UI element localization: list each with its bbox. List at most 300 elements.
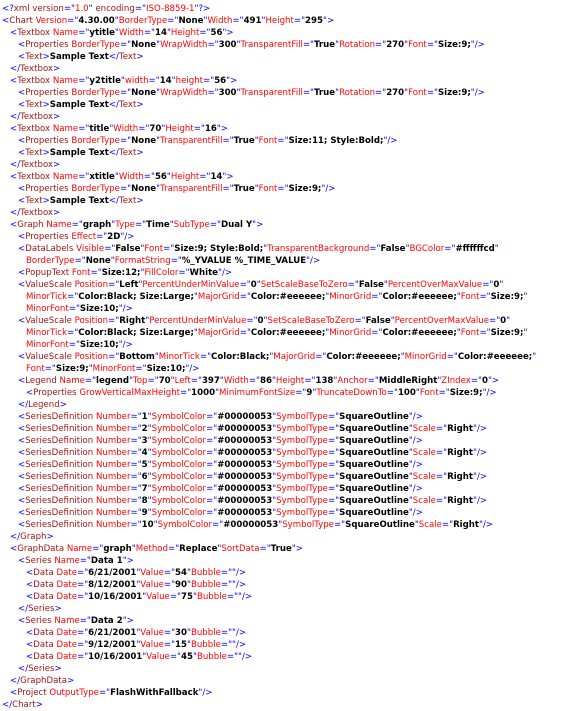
xml-punctuation: " [499,280,504,290]
xml-punctuation: " [390,316,395,326]
xml-attribute-name: MinorGrid [329,328,372,338]
xml-attribute-value: False [115,244,141,254]
xml-punctuation: " [437,376,442,386]
xml-attribute-value: #00000053 [217,484,273,494]
xml-attribute-value: 14 [159,76,172,86]
xml-punctuation: =" [207,40,219,50]
xml-punctuation: =" [333,520,346,530]
xml-attribute-name: Name [46,220,72,230]
xml-attribute-value: 45 [181,652,193,662]
xml-attribute-name: Number [95,412,131,422]
xml-attribute-name: ISO-8859-1 [145,4,195,14]
xml-attribute-value: 30 [175,628,187,638]
xml-punctuation: =" [354,316,366,326]
xml-punctuation: =" [239,328,251,338]
xml-attribute-name: MinorFont [26,304,69,314]
xml-punctuation: =" [163,628,176,638]
xml-tag-name: Series [25,616,55,626]
xml-attribute-name: SymbolType [276,508,328,518]
xml-punctuation: =" [222,136,234,146]
xml-attribute-value: Color:Black; [211,352,270,362]
xml-tag-name: Textbox [17,172,53,182]
xml-attribute-name: SymbolType [276,412,328,422]
xml-attribute-value: SquareOutline [339,496,409,506]
xml-punctuation: =" [77,580,89,590]
xml-attribute-value: Size:9; [288,184,322,194]
xml-punctuation: " [325,292,330,302]
xml-punctuation: " [120,76,125,86]
xml-attribute-name: Scale [412,472,436,482]
xml-punctuation: " [114,28,119,38]
xml-attribute-value: Size:9; [437,40,471,50]
xml-punctuation: " [138,280,143,290]
xml-attribute-name: Width [207,16,233,26]
xml-attribute-name: SymbolType [276,460,328,470]
xml-line [2,255,581,267]
xml-text: Sample Text [49,148,109,158]
xml-punctuation: =" [119,136,132,146]
xml-punctuation: < [18,184,26,194]
xml-attribute-value: 2D [107,232,121,242]
xml-attribute-value: Replace [179,544,218,554]
xml-punctuation: " [312,388,317,398]
xml-punctuation: =" [327,424,340,434]
xml-punctuation: =" [169,652,182,662]
xml-punctuation: > [136,196,144,206]
xml-punctuation: =" [259,544,271,554]
xml-attribute-name: Top [133,376,148,386]
xml-tag-name: SeriesDefinition [25,412,96,422]
xml-punctuation: " [263,244,268,254]
xml-punctuation: " [166,28,171,38]
xml-punctuation: > [67,676,75,686]
xml-attribute-name: ZIndex [441,376,471,386]
xml-tag-name: SeriesDefinition [25,436,96,446]
xml-line [2,123,581,135]
xml-attribute-value: 397 [201,376,220,386]
xml-tag-name: SeriesDefinition [25,424,96,434]
xml-line [2,3,581,15]
xml-attribute-value: Size:9; [490,328,524,338]
xml-punctuation: < [2,16,10,26]
xml-punctuation: " [383,280,388,290]
xml-attribute-value: Size:10; [79,304,119,314]
xml-punctuation: =" [108,280,120,290]
xml-tag-name: Legend [28,400,60,410]
xml-line [2,699,581,711]
xml-attribute-name: Value [140,640,164,650]
xml-line [2,375,581,387]
xml-line [2,603,581,615]
xml-punctuation: =" [199,172,211,182]
xml-punctuation: < [18,316,26,326]
xml-punctuation: " [254,184,259,194]
xml-attribute-name: SymbolColor [151,472,207,482]
xml-punctuation: " [154,352,159,362]
xml-attribute-value: #00000053 [217,412,273,422]
xml-punctuation: =" [168,544,180,554]
xml-attribute-name: Font [26,364,45,374]
xml-punctuation: =" [444,244,456,254]
xml-punctuation: " [156,88,161,98]
xml-punctuation: > [46,532,54,542]
xml-punctuation: =" [78,28,90,38]
xml-punctuation: < [18,136,26,146]
xml-line [2,387,581,399]
xml-punctuation: " [415,388,420,398]
xml-punctuation: </ [10,160,21,170]
xml-punctuation: "> [252,220,264,230]
xml-attribute-name: SubType [173,220,210,230]
xml-tag-name: Properties [25,232,72,242]
xml-punctuation: =" [226,652,239,662]
xml-tag-name: SeriesDefinition [25,472,96,482]
xml-punctuation: "/> [232,568,247,578]
xml-punctuation: "/> [470,88,485,98]
xml-attribute-value: 100 [397,388,416,398]
xml-punctuation: =" [479,328,491,338]
xml-punctuation: " [187,628,191,638]
xml-attribute-name: MinorFont [92,364,136,374]
xml-attribute-value: Color:#eeeeee; [382,328,457,338]
xml-attribute-name: TransparentFill [240,88,303,98]
xml-attribute-name: Version [35,16,68,26]
xml-attribute-value: Size:10; [146,364,186,374]
xml-punctuation: "/> [118,304,133,314]
xml-punctuation: " [335,40,340,50]
xml-attribute-value: Size:9; [55,364,89,374]
xml-attribute-name: Number [95,424,131,434]
xml-punctuation: =" [206,448,218,458]
xml-punctuation: "> [487,376,500,386]
xml-punctuation: "/> [198,688,213,698]
xml-line [2,99,581,111]
xml-attribute-name: MinorTick [158,352,200,362]
xml-attribute-name: Position [74,316,109,326]
xml-tag-name: Text [25,196,43,206]
xml-punctuation: =" [96,232,108,242]
xml-line [2,291,581,303]
xml-attribute-name: SymbolType [276,424,328,434]
xml-attribute-name: Name [54,556,80,566]
xml-punctuation: < [26,388,34,398]
xml-attribute-value: None [131,136,157,146]
xml-punctuation: < [18,52,26,62]
xml-tag-name: SeriesDefinition [25,448,96,458]
xml-punctuation: =" [426,40,438,50]
xml-punctuation: =" [371,292,383,302]
xml-attribute-value: ytitle [89,28,115,38]
xml-punctuation: =" [193,124,205,134]
xml-punctuation: =" [84,376,97,386]
xml-attribute-value: #00000053 [217,508,273,518]
xml-punctuation: =" [206,496,218,506]
xml-attribute-name: SymbolType [276,484,328,494]
xml-attribute-name: Type [115,220,135,230]
xml-tag-name: SeriesDefinition [25,496,96,506]
xml-punctuation: =" [67,292,79,302]
xml-punctuation: " [111,220,116,230]
xml-attribute-name: Number [95,508,131,518]
xml-tag-name: ValueScale [25,316,75,326]
xml-punctuation: " [272,436,277,446]
xml-attribute-value: 270 [386,88,405,98]
xml-punctuation: =" [212,520,224,530]
xml-punctuation: " [170,376,175,386]
xml-attribute-name: SymbolColor [151,484,207,494]
xml-punctuation: =" [199,28,211,38]
xml-attribute-name: Value [140,628,164,638]
xml-punctuation: "/> [470,40,485,50]
xml-punctuation: =" [327,472,340,482]
xml-punctuation: > [42,52,50,62]
xml-attribute-value: 0 [250,280,257,290]
xml-punctuation: " [136,568,141,578]
xml-attribute-value: graph [82,220,112,230]
xml-punctuation: =" [67,16,79,26]
xml-punctuation: =" [489,316,501,326]
xml-tag-name: Properties [25,88,72,98]
xml-attribute-name: TransparentFill [240,40,303,50]
xml-tag-name: DataLabels [25,244,77,254]
xml-punctuation: " [532,352,537,362]
xml-attribute-name: Bubble [190,568,221,578]
xml-attribute-value: 8/12/2001 [88,580,137,590]
xml-attribute-name: height [175,76,204,86]
xml-punctuation: " [110,256,115,266]
xml-punctuation: " [254,136,259,146]
xml-punctuation: " [193,292,198,302]
xml-line [2,135,581,147]
xml-line [2,63,581,75]
xml-punctuation: "> [226,76,238,86]
xml-punctuation: =" [426,88,438,98]
xml-attribute-name: Name [52,76,79,86]
xml-punctuation: =" [71,220,83,230]
xml-attribute-value: 2 [141,424,148,434]
xml-attribute-name: MajorGrid [197,328,240,338]
xml-punctuation: =" [135,364,147,374]
xml-punctuation: =" [327,496,340,506]
xml-tag-name: Textbox [20,208,54,218]
xml-punctuation: =" [222,184,234,194]
xml-punctuation: < [18,352,26,362]
xml-punctuation: " [408,472,413,482]
xml-punctuation: < [10,172,18,182]
xml-tag-name: Project [17,688,50,698]
xml-punctuation: " [404,40,409,50]
xml-attribute-value: SquareOutline [339,424,409,434]
xml-attribute-name: TruncateDownTo [316,388,387,398]
xml-punctuation: =" [203,76,215,86]
xml-punctuation: "> [222,28,234,38]
xml-attribute-name: SetScaleBaseToZero [260,280,348,290]
xml-punctuation: " [145,316,150,326]
xml-punctuation: =" [163,640,176,650]
xml-punctuation: =" [209,220,221,230]
xml-attribute-value: 491 [243,16,262,26]
xml-attribute-name: OutputType [49,688,99,698]
xml-attribute-value: 4 [141,448,148,458]
xml-punctuation: < [18,100,26,110]
xml-attribute-value: Color:#eeeeee; [326,352,401,362]
xml-punctuation: < [18,508,26,518]
xml-punctuation: " [161,124,166,134]
xml-line [2,75,581,87]
xml-attribute-name: MinorFont [26,340,69,350]
xml-punctuation: "/> [473,448,488,458]
xml-punctuation: </ [10,112,21,122]
xml-text: Sample Text [49,52,109,62]
xml-attribute-name: Font [419,388,439,398]
xml-attribute-value: xtitle [89,172,115,182]
xml-attribute-value: SquareOutline [339,508,409,518]
xml-line [2,279,581,291]
xml-attribute-name: SortData [221,544,260,554]
xml-attribute-name: Name [52,28,79,38]
xml-attribute-value: True [270,544,292,554]
xml-punctuation: =" [78,124,90,134]
xml-attribute-name: BGColor [409,244,445,254]
xml-line [2,639,581,651]
xml-tag-name: Text [118,100,137,110]
xml-punctuation: =" [170,256,182,266]
xml-attribute-value: None [85,256,111,266]
xml-attribute-name: BorderType [71,184,120,194]
xml-punctuation: =" [134,220,147,230]
xml-punctuation: " [506,316,511,326]
xml-line [2,495,581,507]
xml-punctuation: " [408,448,413,458]
xml-punctuation: "?> [194,4,211,14]
xml-attribute-name: BorderType [118,16,168,26]
xml-attribute-name: Date [56,640,78,650]
xml-attribute-value: legend [96,376,130,386]
xml-punctuation: " [147,448,152,458]
xml-punctuation: </ [18,604,29,614]
xml-punctuation: < [10,544,18,554]
xml-punctuation: "/> [408,436,423,446]
xml-punctuation: "/> [218,268,233,278]
xml-punctuation: =" [386,388,398,398]
xml-punctuation: > [53,112,61,122]
xml-punctuation: =" [347,280,359,290]
xml-punctuation: " [147,496,152,506]
xml-attribute-value: 6/21/2001 [88,568,137,578]
xml-tag-name: Series [28,604,55,614]
xml-punctuation: < [18,520,26,530]
xml-punctuation: =" [315,352,327,362]
xml-punctuation: </ [10,676,21,686]
xml-punctuation: " [404,88,409,98]
xml-line [2,51,581,63]
xml-tag-name: Data [33,568,57,578]
xml-attribute-value: 4.30.00 [78,16,115,26]
xml-tag-name: encoding [95,4,135,14]
xml-attribute-value: 138 [315,376,334,386]
xml-attribute-name: Number [95,436,131,446]
xml-tag-name: Properties [25,184,72,194]
xml-attribute-name: Bubble [190,580,221,590]
xml-attribute-value: 10/16/2001 [88,652,143,662]
xml-punctuation: =" [371,328,383,338]
xml-punctuation: =" [220,628,233,638]
xml-tag-name: Legend [25,376,60,386]
xml-punctuation: " [203,16,208,26]
xml-line [2,303,581,315]
xml-tag-name: SeriesDefinition [25,520,96,530]
xml-attribute-name: MinorGrid [329,292,372,302]
xml-attribute-value: Size:11; Style:Bold; [288,136,384,146]
xml-line [2,507,581,519]
xml-punctuation: " [156,136,161,146]
xml-tag-name: Textbox [17,76,53,86]
xml-tag-name: GraphData [20,676,67,686]
xml-attribute-name: Value [146,652,170,662]
xml-punctuation: " [147,460,152,470]
xml-punctuation: <? [2,4,14,14]
xml-line [2,267,581,279]
xml-attribute-value: Color:#eeeeee; [382,292,457,302]
xml-punctuation: =" [367,376,379,386]
xml-punctuation: " [278,520,283,530]
xml-line [2,315,581,327]
xml-punctuation: < [26,628,34,638]
xml-attribute-name: MajorGrid [273,352,316,362]
xml-punctuation: </ [18,664,29,674]
xml-attribute-value: 9 [306,388,313,398]
xml-attribute-value: True [233,184,255,194]
xml-tag-name: Properties [25,136,72,146]
xml-punctuation: =" [369,244,381,254]
xml-punctuation: < [26,568,34,578]
xml-punctuation: =" [327,412,340,422]
xml-punctuation: " [187,568,191,578]
xml-punctuation: < [10,76,18,86]
xml-punctuation: =" [130,472,142,482]
xml-attribute-name: Value [140,568,164,578]
xml-punctuation: " [156,184,161,194]
xml-punctuation: =" [130,508,142,518]
xml-attribute-value: 0 [500,316,507,326]
xml-attribute-value: 9 [141,508,148,518]
xml-attribute-value: 54 [175,568,187,578]
xml-punctuation: =" [327,436,340,446]
xml-line [2,219,581,231]
xml-punctuation: " [114,172,119,182]
xml-attribute-name: Name [52,172,79,182]
xml-punctuation: =" [79,556,91,566]
xml-attribute-name: Number [95,520,131,530]
xml-tag-name: SeriesDefinition [25,484,96,494]
xml-tag-name: Text [25,100,43,110]
xml-attribute-name: BorderType [71,88,120,98]
xml-attribute-value: 300 [218,40,237,50]
xml-punctuation: =" [119,184,132,194]
xml-attribute-name: Number [95,496,131,506]
xml-line [2,423,581,435]
xml-attribute-value: Data 2 [90,616,123,626]
xml-punctuation: " [136,580,141,590]
xml-punctuation: " [147,412,152,422]
xml-punctuation: =" [304,376,316,386]
xml-punctuation: < [18,616,26,626]
xml-attribute-name: Date [56,592,78,602]
xml-attribute-name: PercentUnderMinValue [142,280,240,290]
xml-attribute-value: 270 [386,40,405,50]
xml-attribute-name: Visible [76,244,105,254]
xml-punctuation: < [18,232,26,242]
